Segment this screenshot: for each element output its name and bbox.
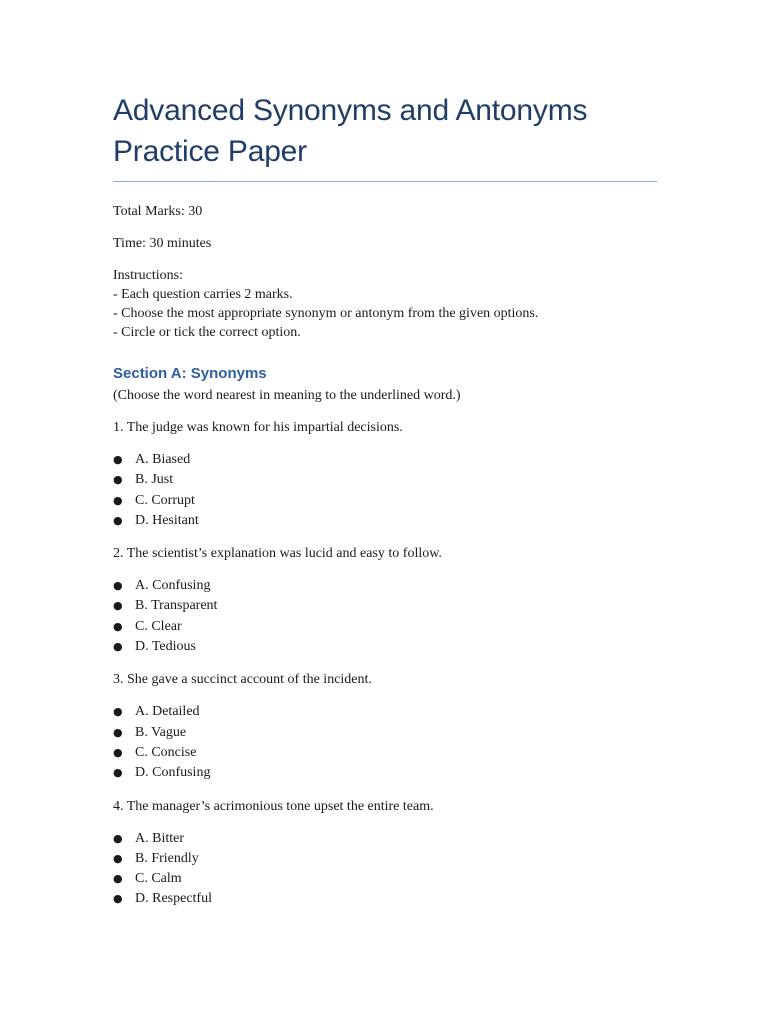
- option-label: D. Confusing: [135, 765, 211, 781]
- option-label: A. Confusing: [135, 578, 211, 594]
- title-line-2: Practice Paper: [113, 135, 307, 168]
- option-item[interactable]: [113, 889, 658, 909]
- option-item[interactable]: [113, 617, 658, 637]
- question-1: 1. The judge was known for his impartial decisions.: [113, 420, 403, 435]
- option-label: D. Respectful: [135, 891, 212, 907]
- option-label: A. Bitter: [135, 830, 184, 846]
- time-limit: Time: 30 minutes: [113, 236, 212, 251]
- bullet-icon: ●: [113, 640, 123, 654]
- option-label: B. Vague: [135, 724, 187, 740]
- bullet-icon: ●: [113, 513, 123, 527]
- section-a-heading: Section A: Synonyms: [113, 365, 267, 382]
- title-line-1: Advanced Synonyms and Antonyms: [113, 94, 588, 127]
- option-item[interactable]: [113, 723, 658, 743]
- bullet-icon: ●: [113, 851, 123, 865]
- option-item[interactable]: [113, 743, 658, 763]
- title-divider: [113, 181, 657, 182]
- bullet-icon: ●: [113, 453, 123, 466]
- bullet-icon: ●: [113, 473, 123, 487]
- bullet-icon: ●: [113, 766, 123, 780]
- option-item[interactable]: [113, 849, 658, 869]
- option-item[interactable]: [113, 576, 658, 596]
- option-label: A. Detailed: [135, 704, 200, 720]
- question-3-options: [113, 702, 658, 783]
- question-1-options: [113, 450, 658, 531]
- bullet-icon: ●: [113, 872, 123, 886]
- question-3: 3. She gave a succinct account of the incident.: [113, 672, 372, 688]
- section-a-note: (Choose the word nearest in meaning to the underlined word.): [113, 388, 461, 403]
- instructions-heading: Instructions:: [113, 268, 183, 283]
- instructions-block: [113, 266, 658, 342]
- option-label: B. Friendly: [135, 850, 199, 866]
- option-item[interactable]: [113, 829, 658, 849]
- instruction-line: - Each question carries 2 marks.: [113, 287, 293, 302]
- option-item[interactable]: [113, 869, 658, 889]
- bullet-icon: ●: [113, 831, 123, 845]
- bullet-icon: ●: [113, 705, 123, 719]
- option-label: B. Transparent: [135, 598, 218, 614]
- bullet-icon: ●: [113, 599, 123, 613]
- question-4-options: [113, 829, 658, 910]
- question-2: 2. The scientist’s explanation was lucid and easy to follow.: [113, 546, 442, 562]
- option-item[interactable]: [113, 637, 658, 657]
- option-label: C. Calm: [135, 871, 182, 887]
- option-label: A. Biased: [135, 452, 191, 467]
- option-item[interactable]: [113, 763, 658, 783]
- bullet-icon: ●: [113, 619, 123, 633]
- bullet-icon: ●: [113, 745, 123, 759]
- option-item[interactable]: [113, 470, 658, 490]
- option-label: C. Clear: [135, 618, 182, 634]
- question-4: 4. The manager’s acrimonious tone upset the entire team.: [113, 798, 434, 814]
- instruction-line: - Choose the most appropriate synonym or antonym from the given options.: [113, 306, 539, 321]
- option-item[interactable]: [113, 511, 658, 531]
- option-item[interactable]: [113, 596, 658, 616]
- bullet-icon: ●: [113, 579, 123, 593]
- question-2-options: [113, 576, 658, 657]
- bullet-icon: ●: [113, 725, 123, 739]
- bullet-icon: ●: [113, 493, 123, 507]
- bullet-icon: ●: [113, 892, 123, 906]
- option-label: C. Concise: [135, 744, 197, 760]
- option-label: D. Tedious: [135, 639, 196, 655]
- instruction-line: - Circle or tick the correct option.: [113, 325, 301, 340]
- option-label: C. Corrupt: [135, 492, 195, 508]
- option-item[interactable]: [113, 702, 658, 722]
- option-label: B. Just: [135, 472, 174, 488]
- option-item[interactable]: [113, 491, 658, 511]
- option-item[interactable]: [113, 450, 658, 470]
- document-page: [113, 90, 658, 910]
- total-marks: Total Marks: 30: [113, 204, 203, 219]
- page-title: [113, 90, 658, 172]
- option-label: D. Hesitant: [135, 512, 199, 528]
